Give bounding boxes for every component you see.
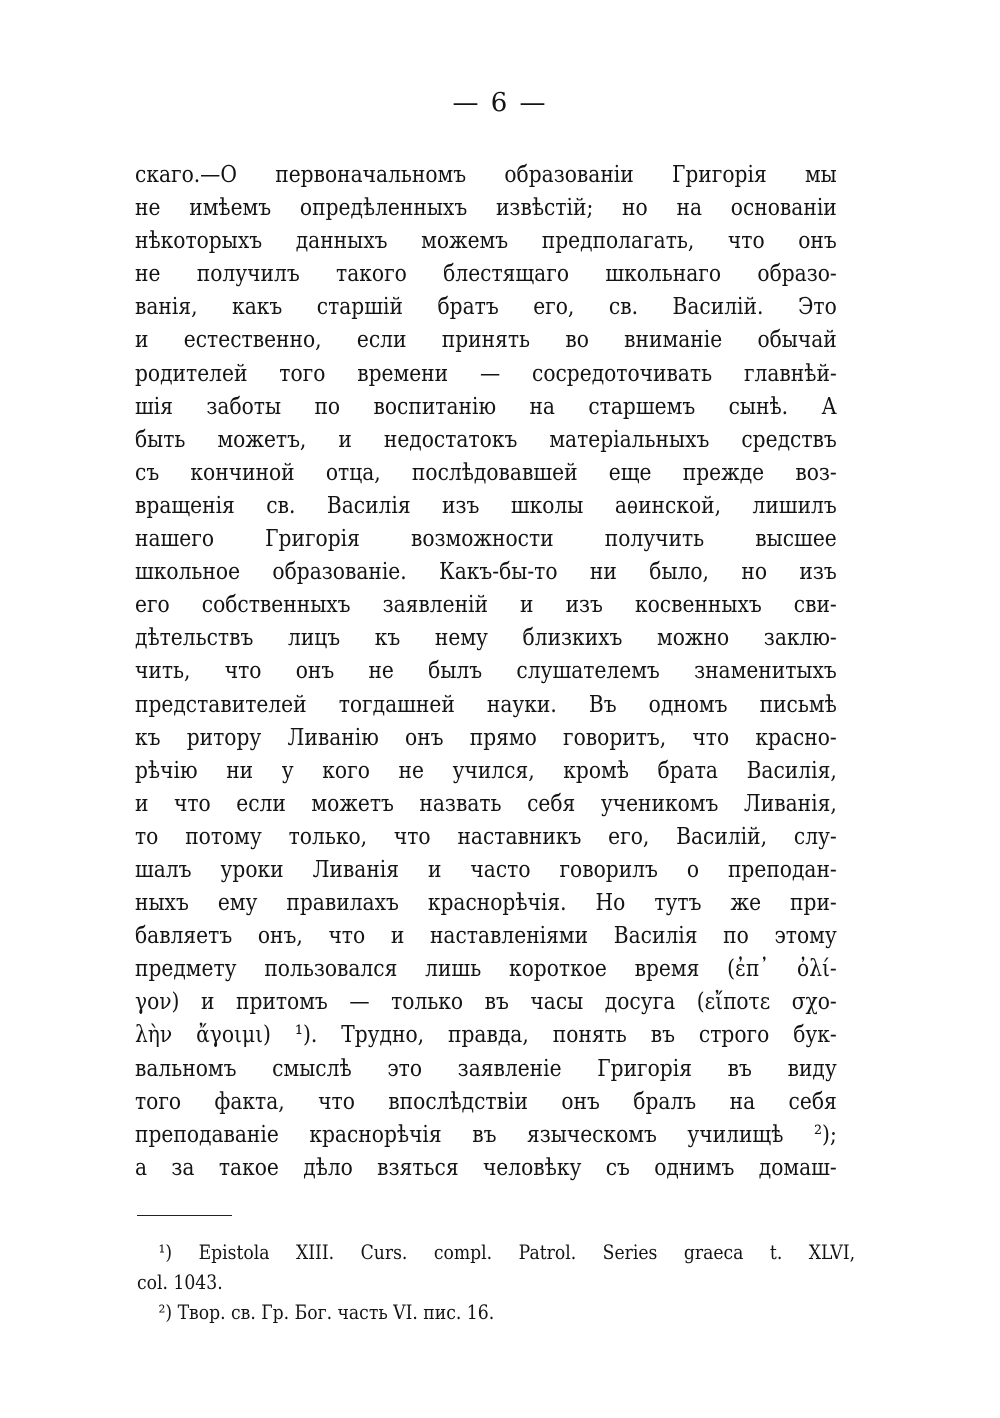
text-line: шалъ уроки Ливанія и часто говорилъ о преподан- — [135, 854, 837, 883]
text-line: нашего Григорія возможности получить высшее — [135, 524, 837, 553]
text-line: къ ритору Ливанію онъ прямо говоритъ, что красно- — [135, 722, 837, 751]
text-line: школьное образованіе. Какъ-бы-то ни было, но изъ — [135, 557, 837, 586]
text-line: γον) и притомъ — только въ часы досуга (εἴποτε σχο- — [135, 987, 837, 1016]
text-line: λὴν ἄγοιμι) ¹). Трудно, правда, понять въ строго бук- — [135, 1020, 837, 1049]
footnote-2: ²) Твор. св. Гр. Бог. часть VI. пис. 16. — [158, 1300, 495, 1324]
text-line: бавляетъ онъ, что и наставленіями Василія по этому — [135, 921, 837, 950]
text-line: вращенія св. Василія изъ школы аѳинской, лишилъ — [135, 490, 837, 519]
text-line: вальномъ смыслѣ это заявленіе Григорія въ виду — [135, 1053, 837, 1082]
footnote-divider — [137, 1215, 232, 1216]
text-line: нѣкоторыхъ данныхъ можемъ предполагать, что онъ — [135, 226, 837, 255]
text-line: съ кончиной отца, послѣдовавшей еще прежде воз- — [135, 457, 837, 486]
footnote-1: ¹) Epistola XIII. Curs. compl. Patrol. Series graeca t. XLVI, — [158, 1240, 856, 1264]
page-number: — 6 — — [452, 88, 548, 118]
text-line: шія заботы по воспитанію на старшемъ сынѣ. А — [135, 391, 837, 420]
text-line: преподаваніе краснорѣчія въ языческомъ училищѣ ²); — [135, 1119, 837, 1148]
text-line: а за такое дѣло взяться человѣку съ однимъ домаш- — [135, 1152, 837, 1181]
text-line: родителей того времени — сосредоточивать главнѣй- — [135, 358, 837, 387]
text-line: рѣчію ни у кого не учился, кромѣ брата Василія, — [135, 755, 837, 784]
text-line: ныхъ ему правилахъ краснорѣчія. Но тутъ же при- — [135, 888, 837, 917]
text-line: ванія, какъ старшій братъ его, св. Василій. Это — [135, 292, 837, 321]
text-line: его собственныхъ заявленій и изъ косвенныхъ сви- — [135, 590, 837, 619]
text-line: то потому только, что наставникъ его, Василій, слу- — [135, 821, 837, 850]
text-line: представителей тогдашней науки. Въ одномъ письмѣ — [135, 689, 837, 718]
text-line: быть можетъ, и недостатокъ матеріальныхъ средствъ — [135, 424, 837, 453]
footnote-1-continued: col. 1043. — [137, 1270, 223, 1294]
footnotes — [137, 1237, 856, 1327]
text-line: предмету пользовался лишь короткое время (ἐπ᾽ ὀλί- — [135, 954, 837, 983]
text-line: скаго.—О первоначальномъ образованiи Григорія мы — [135, 160, 837, 188]
text-line: не имѣемъ опредѣленныхъ извѣстій; но на основанiи — [135, 193, 837, 222]
text-line: не получилъ такого блестящаго школьнаго образо- — [135, 259, 837, 288]
text-line: дѣтельствъ лицъ къ нему близкихъ можно заклю- — [135, 623, 837, 652]
text-line: и естественно, если принять во вниманіе обычай — [135, 325, 837, 354]
text-line: и что если можетъ назвать себя ученикомъ Ливанія, — [135, 788, 837, 817]
text-line: того факта, что впослѣдствіи онъ бралъ на себя — [135, 1086, 837, 1115]
text-line: чить, что онъ не былъ слушателемъ знаменитыхъ — [135, 656, 837, 685]
body-text — [135, 158, 837, 1184]
